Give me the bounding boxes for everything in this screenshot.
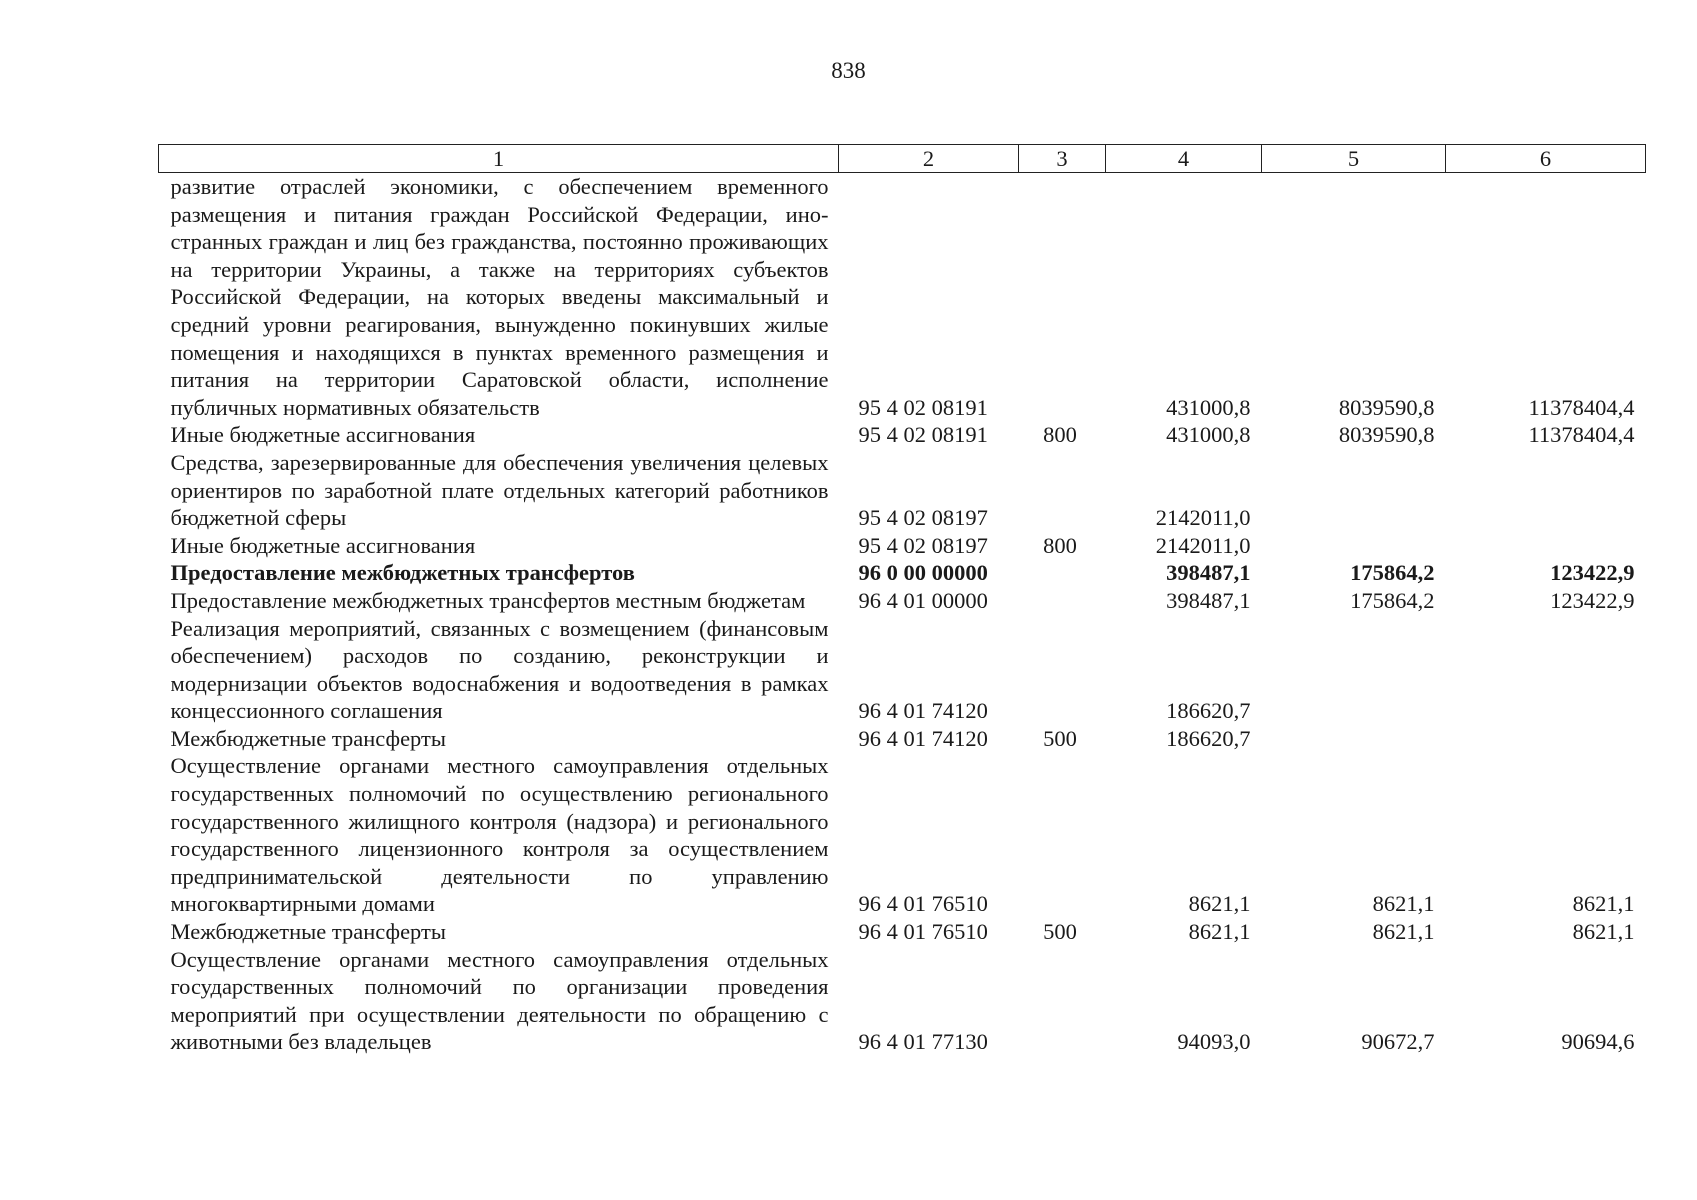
- target-code: 96 4 01 74120: [858, 725, 988, 751]
- expense-type: [1019, 752, 1106, 918]
- amount-col4: 8621,1: [1188, 919, 1251, 945]
- column-header-6: 6: [1446, 145, 1646, 173]
- table-row: [159, 725, 1646, 753]
- expense-name: Осуществление органами местного самоуправления отдельных государственных полномочий по организации проведения мероприятий при осуществлении деятельности по обращению с животными без владельцев: [170, 946, 829, 1055]
- amount-col5: [1262, 725, 1446, 753]
- amount-col5: 8621,1: [1372, 891, 1435, 917]
- amount-col6: [1446, 449, 1646, 532]
- amount-col6: 8621,1: [1572, 891, 1635, 917]
- amount-col4: 2142011,0: [1155, 505, 1251, 531]
- expense-name: Межбюджетные трансферты: [170, 725, 446, 751]
- amount-col6: 123422,9: [1550, 587, 1635, 613]
- amount-col6: 8621,1: [1572, 919, 1635, 945]
- expense-name: Предоставление межбюджетных трансфертов: [170, 560, 635, 586]
- amount-col5: 175864,2: [1350, 560, 1435, 586]
- target-code: 95 4 02 08197: [858, 505, 988, 531]
- expense-type: 500: [1043, 919, 1077, 945]
- target-code: 96 0 00 00000: [858, 560, 988, 586]
- expense-name: Иные бюджетные ассигнования: [170, 422, 476, 448]
- column-header-4: 4: [1106, 145, 1262, 173]
- amount-col4: 398487,1: [1166, 587, 1251, 613]
- expense-type: [1019, 946, 1106, 1056]
- amount-col5: 8039590,8: [1338, 422, 1435, 448]
- target-code: 95 4 02 08191: [858, 422, 988, 448]
- expense-type: 500: [1043, 725, 1077, 751]
- column-header-1: 1: [159, 145, 839, 173]
- column-header-2: 2: [839, 145, 1019, 173]
- table-row: [159, 421, 1646, 449]
- table-row: [159, 946, 1646, 1056]
- target-code: 96 4 01 00000: [858, 587, 988, 613]
- expense-type: [1019, 559, 1106, 587]
- amount-col6: [1446, 725, 1646, 753]
- expense-type: [1019, 173, 1106, 422]
- expense-name: Предоставление межбюджетных трансфертов местным бюджетам: [170, 587, 806, 613]
- budget-table: [158, 144, 1646, 1056]
- table-header-row: [159, 145, 1646, 173]
- expense-type: [1019, 615, 1106, 725]
- amount-col6: [1446, 615, 1646, 725]
- amount-col4: 8621,1: [1188, 891, 1251, 917]
- table-row: [159, 752, 1646, 918]
- expense-name: Осуществление органами местного самоуправления отдельных государственных полномочий по осуществлению регионального государственного жилищного контроля (надзора) и регионального государственного лицензионного контроля за осуществлением предпринимательской деятельности по управлению многоквартирными домами: [170, 753, 829, 917]
- amount-col6: 123422,9: [1550, 560, 1635, 586]
- amount-col6: [1446, 532, 1646, 560]
- amount-col6: 90694,6: [1561, 1029, 1635, 1055]
- column-header-3: 3: [1019, 145, 1106, 173]
- amount-col5: 175864,2: [1350, 587, 1435, 613]
- target-code: 95 4 02 08197: [858, 532, 988, 558]
- amount-col4: 2142011,0: [1155, 532, 1251, 558]
- amount-col5: [1262, 532, 1446, 560]
- amount-col4: 431000,8: [1166, 394, 1251, 420]
- target-code: 96 4 01 76510: [858, 919, 988, 945]
- target-code: 95 4 02 08191: [858, 394, 988, 420]
- amount-col6: 11378404,4: [1528, 394, 1635, 420]
- amount-col6: 11378404,4: [1528, 422, 1635, 448]
- table-row: [159, 587, 1646, 615]
- table-row-section-total: [159, 559, 1646, 587]
- table-row: [159, 918, 1646, 946]
- amount-col4: 186620,7: [1166, 698, 1251, 724]
- amount-col4: 94093,0: [1177, 1029, 1251, 1055]
- expense-type: [1019, 587, 1106, 615]
- amount-col5: 8039590,8: [1338, 394, 1435, 420]
- table-row: [159, 532, 1646, 560]
- amount-col5: [1262, 449, 1446, 532]
- target-code: 96 4 01 77130: [858, 1029, 988, 1055]
- table-row: [159, 173, 1646, 422]
- expense-type: 800: [1043, 422, 1077, 448]
- target-code: 96 4 01 74120: [858, 698, 988, 724]
- page-number: 838: [831, 58, 866, 83]
- column-header-5: 5: [1262, 145, 1446, 173]
- amount-col5: 8621,1: [1372, 919, 1435, 945]
- expense-name: Реализация мероприятий, связанных с возмещением (финансовым обеспечением) расходов по созданию, реконструкции и модернизации объектов водоснабжения и водоотведения в рамках концессионного соглашения: [170, 615, 829, 724]
- expense-name: Средства, зарезервированные для обеспечения увеличения целевых ориентиров по заработной плате отдельных категорий работников бюджетной сферы: [170, 449, 829, 531]
- amount-col4: 398487,1: [1166, 560, 1251, 586]
- table-row: [159, 449, 1646, 532]
- amount-col5: [1262, 615, 1446, 725]
- expense-name: Иные бюджетные ассигнования: [170, 532, 476, 558]
- expense-type: 800: [1043, 532, 1077, 558]
- amount-col4: 186620,7: [1166, 725, 1251, 751]
- table-row: [159, 615, 1646, 725]
- expense-name: Межбюджетные трансферты: [170, 919, 446, 945]
- expense-type: [1019, 449, 1106, 532]
- expense-name: развитие отраслей экономики, с обеспечением временного размещения и питания граждан Российской Федерации, иностранных граждан и лиц без гражданства, постоянно проживающих на территории Украины, а также на территориях субъектов Российской Федерации, на которых введены максимальный и средний уровни реагирования, вынужденно покинувших жилые помещения и находящихся в пунктах временного размещения и питания на территории Саратовской области, исполнение публичных нормативных обязательств: [170, 174, 829, 420]
- amount-col4: 431000,8: [1166, 422, 1251, 448]
- target-code: 96 4 01 76510: [858, 891, 988, 917]
- amount-col5: 90672,7: [1361, 1029, 1435, 1055]
